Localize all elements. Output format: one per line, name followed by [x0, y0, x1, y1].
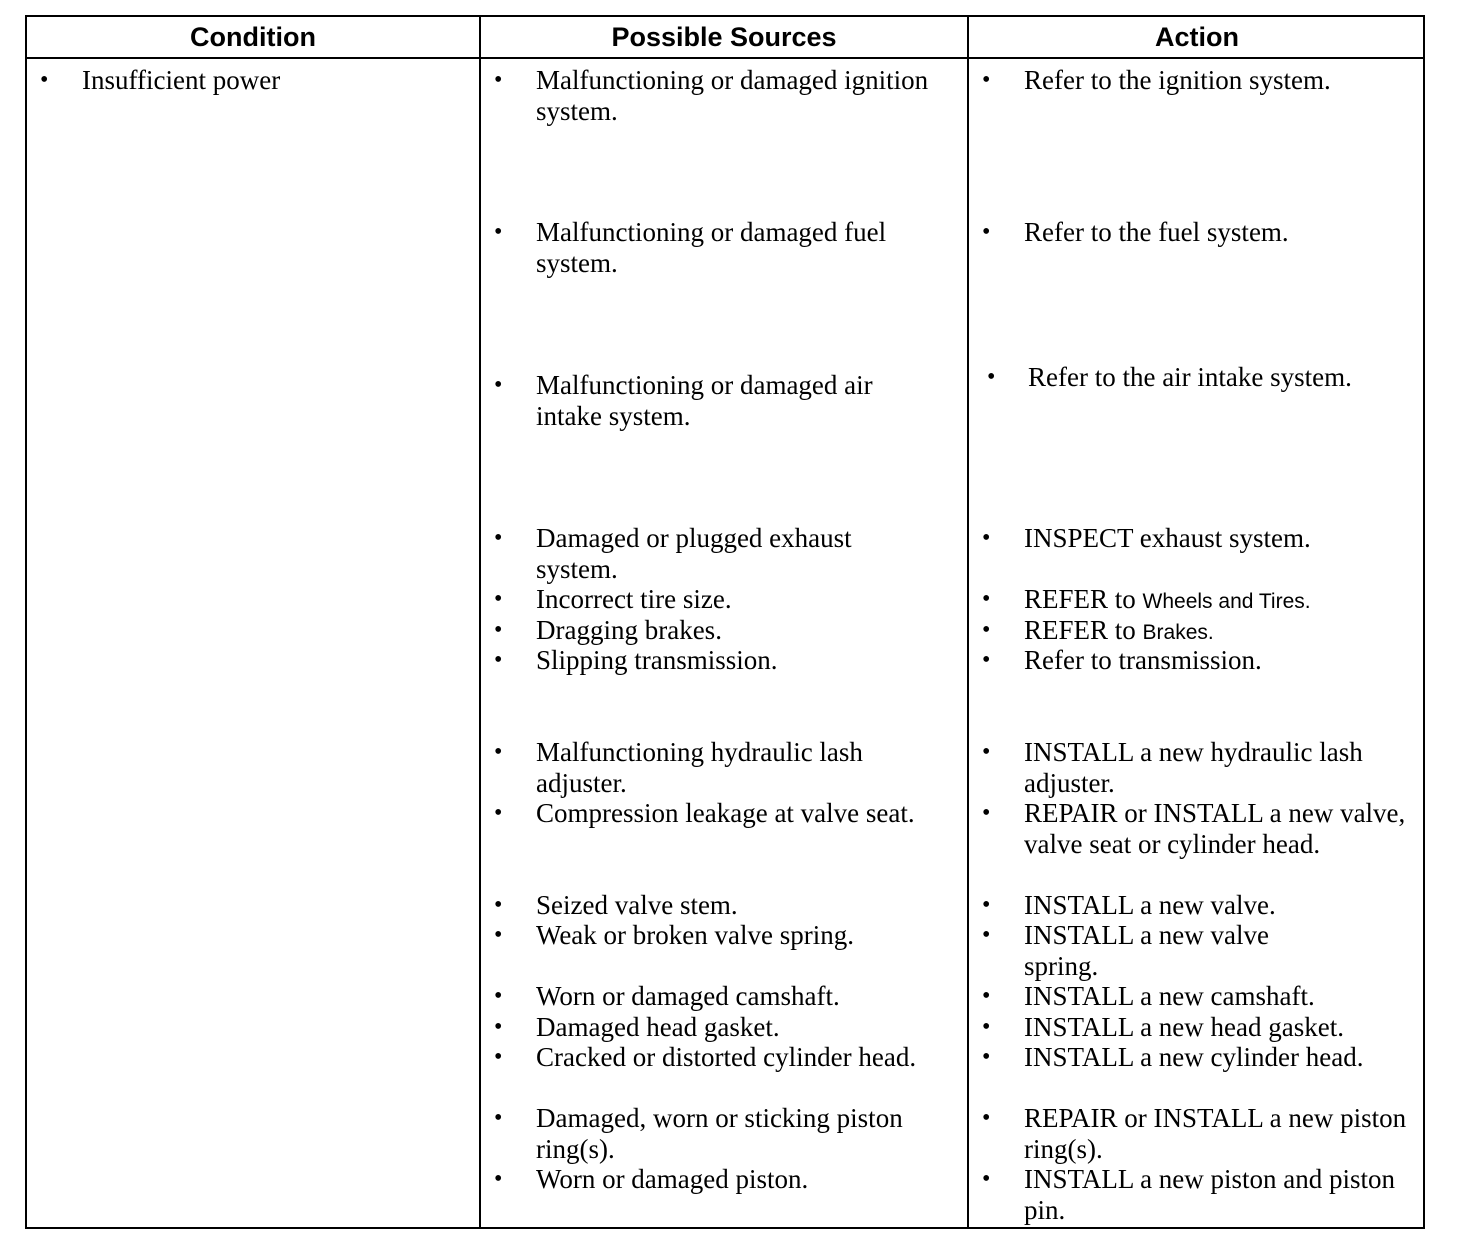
bullet: •	[494, 1166, 503, 1192]
source-item: Slipping transmission.	[536, 645, 778, 675]
bullet: •	[982, 1014, 991, 1040]
source-item: Malfunctioning or damaged fuel system.	[536, 217, 887, 278]
column-divider	[479, 17, 481, 1227]
bullet: •	[982, 1105, 991, 1131]
action-text: REFER to	[1024, 584, 1136, 614]
bullet: •	[982, 617, 991, 643]
action-item: INSTALL a new cylinder head.	[1024, 1042, 1364, 1072]
bullet: •	[494, 586, 503, 612]
bullet: •	[494, 983, 503, 1009]
action-item	[1024, 584, 1414, 618]
bullet: •	[982, 586, 991, 612]
bullet: •	[982, 739, 991, 765]
bullet: •	[494, 739, 503, 765]
bullet: •	[982, 1044, 991, 1070]
action-item: INSTALL a new valve spring.	[1024, 920, 1270, 981]
action-item: REPAIR or INSTALL a new valve, valve seat or cylinder head.	[1024, 798, 1406, 859]
bullet: •	[40, 67, 49, 93]
source-item: Worn or damaged camshaft.	[536, 981, 840, 1011]
source-item: Damaged head gasket.	[536, 1012, 780, 1042]
action-item: Refer to the fuel system.	[1024, 217, 1289, 247]
source-item: Seized valve stem.	[536, 890, 738, 920]
action-item: INSTALL a new camshaft.	[1024, 981, 1315, 1011]
reference-link[interactable]: Brakes.	[1142, 621, 1214, 644]
action-text: REFER to	[1024, 615, 1136, 645]
reference-link[interactable]: Wheels and Tires.	[1142, 590, 1311, 613]
source-item: Malfunctioning or damaged ignition system.	[536, 65, 929, 126]
header-condition: Condition	[190, 22, 316, 52]
bullet: •	[494, 1014, 503, 1040]
source-item: Weak or broken valve spring.	[536, 920, 854, 950]
bullet: •	[494, 525, 503, 551]
column-divider	[967, 17, 969, 1227]
bullet: •	[494, 372, 503, 398]
header-action: Action	[1155, 22, 1239, 52]
source-item: Worn or damaged piston.	[536, 1164, 809, 1194]
bullet: •	[494, 67, 503, 93]
condition-item: Insufficient power	[82, 65, 281, 95]
bullet: •	[982, 219, 991, 245]
bullet: •	[982, 647, 991, 673]
action-item: INSTALL a new piston and piston pin.	[1024, 1164, 1396, 1225]
bullet: •	[982, 800, 991, 826]
bullet: •	[982, 1166, 991, 1192]
bullet: •	[987, 364, 996, 390]
source-item: Malfunctioning or damaged air intake system.	[536, 370, 873, 431]
bullet: •	[982, 983, 991, 1009]
action-item: INSPECT exhaust system.	[1024, 523, 1311, 553]
bullet: •	[982, 892, 991, 918]
action-item: INSTALL a new hydraulic lash adjuster.	[1024, 737, 1363, 798]
source-item: Malfunctioning hydraulic lash adjuster.	[536, 737, 863, 798]
action-item: Refer to the air intake system.	[1028, 362, 1352, 392]
source-item: Incorrect tire size.	[536, 584, 732, 614]
source-item: Dragging brakes.	[536, 615, 722, 645]
action-item: Refer to transmission.	[1024, 645, 1262, 675]
bullet: •	[494, 922, 503, 948]
source-item: Compression leakage at valve seat.	[536, 798, 915, 828]
source-item: Damaged or plugged exhaust system.	[536, 523, 852, 584]
action-item: Refer to the ignition system.	[1024, 65, 1331, 95]
bullet: •	[494, 892, 503, 918]
source-item: Cracked or distorted cylinder head.	[536, 1042, 917, 1072]
bullet: •	[982, 922, 991, 948]
action-item: INSTALL a new head gasket.	[1024, 1012, 1344, 1042]
bullet: •	[982, 525, 991, 551]
header-possible-sources: Possible Sources	[611, 22, 837, 52]
action-item	[1024, 615, 1414, 649]
bullet: •	[494, 617, 503, 643]
action-item: INSTALL a new valve.	[1024, 890, 1276, 920]
bullet: •	[494, 1044, 503, 1070]
source-item: Damaged, worn or sticking piston ring(s).	[536, 1103, 903, 1164]
bullet: •	[494, 800, 503, 826]
troubleshooting-table	[25, 15, 1425, 1229]
bullet: •	[494, 219, 503, 245]
action-item: REPAIR or INSTALL a new piston ring(s).	[1024, 1103, 1407, 1164]
bullet: •	[494, 647, 503, 673]
bullet: •	[982, 67, 991, 93]
bullet: •	[494, 1105, 503, 1131]
